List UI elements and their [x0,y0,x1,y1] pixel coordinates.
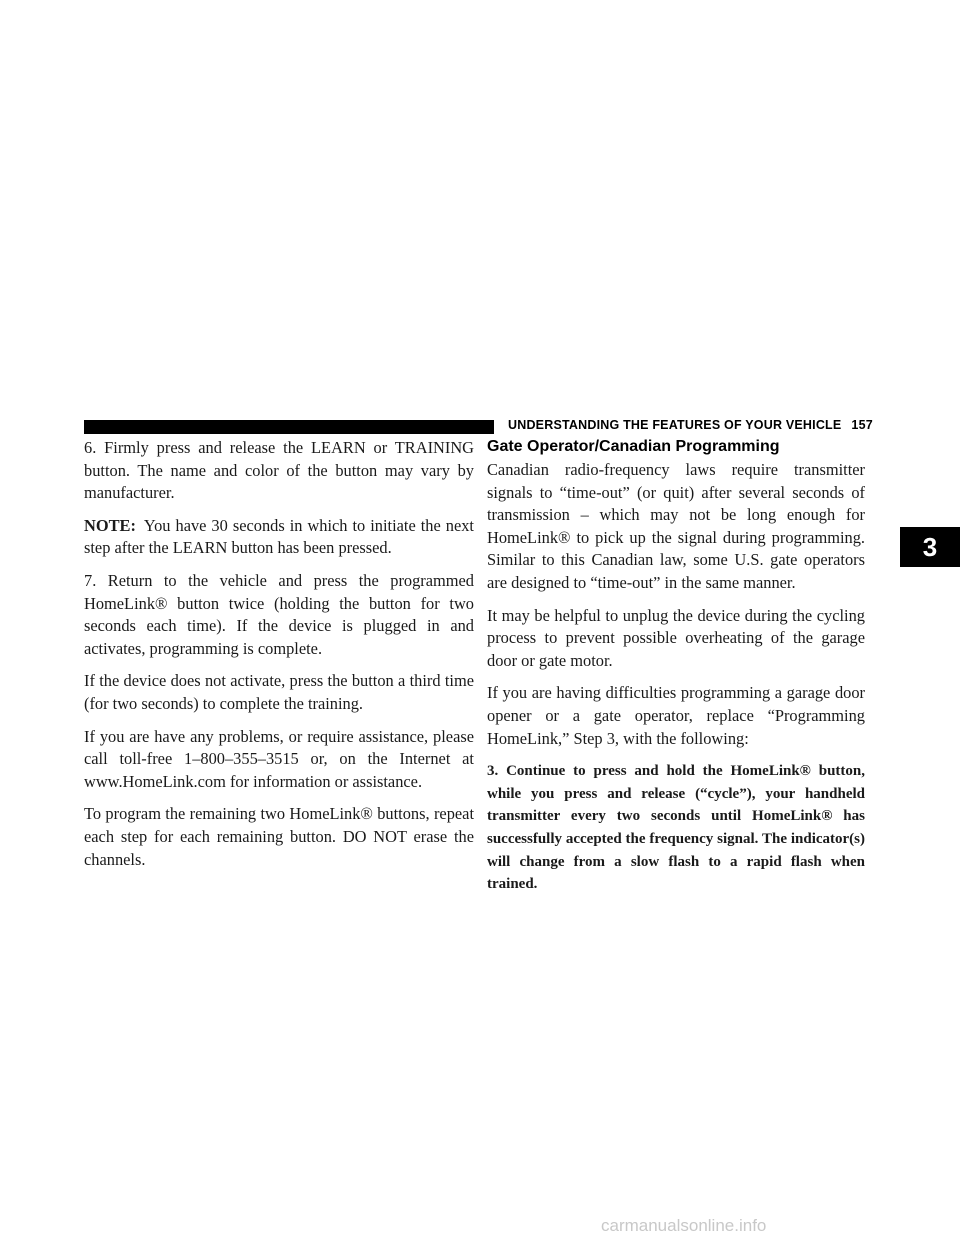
page-number: 157 [851,418,873,432]
note-label: NOTE: [84,515,136,535]
note-paragraph [84,515,474,560]
step-7-paragraph: 7. Return to the vehicle and press the programmed HomeLink® button twice (holding the button for two seconds each time). If the device is plugged in and activates, programming is complete. [84,570,474,658]
section-heading: Gate Operator/Canadian Programming [487,438,780,455]
running-header [508,418,873,432]
left-column [84,437,474,881]
step-6-paragraph: 6. Firmly press and release the LEARN or TRAINING button. The name and color of the button may vary by manufacturer. [84,438,474,503]
step-3-replacement-paragraph: 3. Continue to press and hold the HomeLink® button, while you press and release (“cycle”), your handheld transmitter every two seconds until HomeLink® has successfully accepted the frequency signal. The indicator(s) will change from a slow flash to a rapid flash when trained. [487,763,865,893]
note-text: You have 30 seconds in which to initiate the next step after the LEARN button has been pressed. [84,515,474,558]
watermark: carmanualsonline.info [601,1216,767,1235]
chapter-tab: 3 [900,527,960,567]
right-column [487,437,865,906]
difficulties-paragraph: If you are having difficulties programming a garage door opener or a gate operator, replace “Programming HomeLink,” Step 3, with the following: [487,683,865,748]
assistance-paragraph: If you are have any problems, or require assistance, please call toll-free 1–800–355–3515 or, on the Internet at www.HomeLink.com for information or assistance. [84,726,474,791]
canadian-laws-paragraph: Canadian radio-frequency laws require transmitter signals to “time-out” (or quit) after several seconds of transmission – which may not be long enough for HomeLink® to pick up the signal during programming. Similar to this Canadian law, some U.S. gate operators are designed to “time-out” in the same manner. [487,460,865,592]
unplug-paragraph: It may be helpful to unplug the device during the cycling process to prevent possible overheating of the garage door or gate motor. [487,605,865,670]
header-rule [84,420,494,434]
third-press-paragraph: If the device does not activate, press the button a third time (for two seconds) to complete the training. [84,671,474,713]
header-title: UNDERSTANDING THE FEATURES OF YOUR VEHICLE [508,418,842,432]
remaining-buttons-paragraph: To program the remaining two HomeLink® buttons, repeat each step for each remaining button. DO NOT erase the channels. [84,804,474,869]
